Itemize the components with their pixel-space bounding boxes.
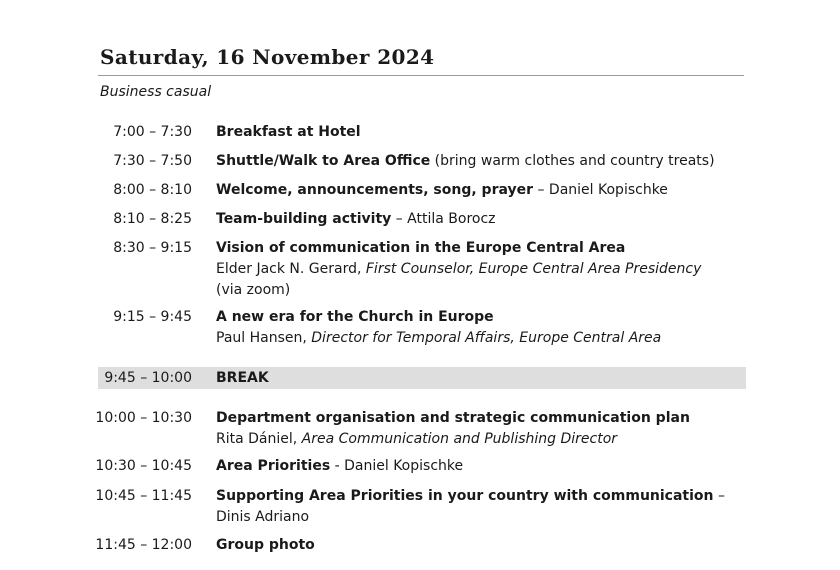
- agenda-item: [216, 535, 756, 556]
- speaker-name: Elder Jack N. Gerard,: [216, 261, 362, 277]
- agenda-item-detail: – Attila Borocz: [391, 211, 496, 227]
- page-title: Saturday, 16 November 2024: [100, 45, 435, 69]
- agenda-item-title: A new era for the Church in Europe: [216, 309, 494, 325]
- agenda-item: [216, 209, 756, 230]
- agenda-item-title: BREAK: [216, 370, 269, 386]
- agenda-item-title: Breakfast at Hotel: [216, 124, 361, 140]
- time-slot: 9:45 – 10:00: [104, 370, 192, 386]
- agenda-item-title: Supporting Area Priorities in your country with communication: [216, 488, 714, 504]
- time-slot: 8:10 – 8:25: [113, 211, 192, 227]
- agenda-item-title: Area Priorities: [216, 458, 331, 474]
- time-slot: 7:30 – 7:50: [113, 153, 192, 169]
- speaker-name: Dinis Adriano: [216, 509, 310, 525]
- agenda-item-detail: – Daniel Kopischke: [533, 182, 668, 198]
- agenda-item: [216, 486, 756, 528]
- agenda-item-detail: –: [713, 488, 725, 504]
- agenda-item-title: Welcome, announcements, song, prayer: [216, 182, 534, 198]
- speaker-role: Area Communication and Publishing Director: [297, 431, 618, 447]
- time-slot: 11:45 – 12:00: [95, 537, 192, 553]
- agenda-item: [216, 307, 756, 349]
- agenda-item: [216, 151, 756, 172]
- agenda-item-title: Vision of communication in the Europe Central Area: [216, 240, 626, 256]
- agenda-item-title: Department organisation and strategic communication plan: [216, 410, 690, 426]
- agenda-item-title: Team-building activity: [216, 211, 392, 227]
- agenda-item-detail: - Daniel Kopischke: [330, 458, 464, 474]
- title-divider: [98, 75, 744, 76]
- time-slot: 8:30 – 9:15: [113, 240, 192, 256]
- agenda-item: [216, 408, 756, 450]
- agenda-item: [216, 122, 756, 143]
- time-slot: 9:15 – 9:45: [113, 309, 192, 325]
- speaker-name: Paul Hansen,: [216, 330, 307, 346]
- speaker-role: Director for Temporal Affairs, Europe Central Area: [306, 330, 662, 346]
- time-slot: 7:00 – 7:30: [113, 124, 192, 140]
- agenda-item: [216, 238, 756, 301]
- agenda-item: [216, 456, 756, 477]
- speaker-role: First Counselor, Europe Central Area Presidency: [361, 261, 702, 277]
- time-slot: 10:45 – 11:45: [95, 488, 192, 504]
- time-slot: 10:30 – 10:45: [95, 458, 192, 474]
- agenda-item-title: Shuttle/Walk to Area Office: [216, 153, 431, 169]
- agenda-item-note: (via zoom): [216, 282, 291, 298]
- agenda-item-detail: (bring warm clothes and country treats): [430, 153, 715, 169]
- agenda-item-title: Group photo: [216, 537, 315, 553]
- speaker-name: Rita Dániel,: [216, 431, 298, 447]
- dress-code: Business casual: [100, 84, 212, 100]
- agenda-item: [216, 180, 756, 201]
- time-slot: 10:00 – 10:30: [95, 410, 192, 426]
- time-slot: 8:00 – 8:10: [113, 182, 192, 198]
- agenda-item: [216, 368, 756, 389]
